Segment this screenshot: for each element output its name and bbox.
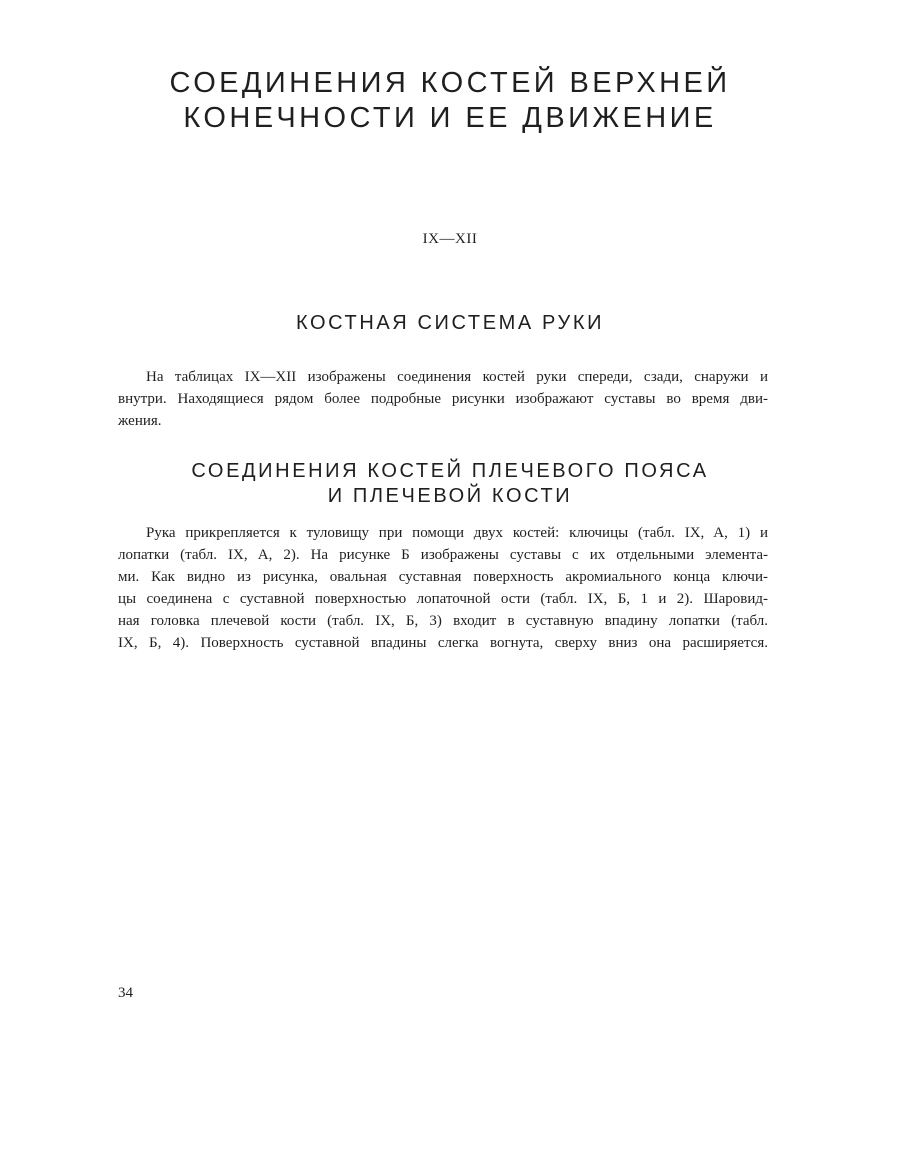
paragraph-line: Рука прикрепляется к туловищу при помощи двух костей: ключицы (табл. IX, A, 1) и xyxy=(146,525,768,541)
page-title-line-1: СОЕДИНЕНИЯ КОСТЕЙ ВЕРХНЕЙ xyxy=(169,67,731,99)
section-number: IX—XII xyxy=(422,231,478,247)
paragraph-line: ная головка плечевой кости (табл. IX, Б, 3) входит в суставную впадину лопатки (табл. xyxy=(118,613,768,629)
section-heading-line-2: И ПЛЕЧЕВОЙ КОСТИ xyxy=(327,485,573,507)
page-title xyxy=(120,66,780,136)
section-heading-shoulder-joints xyxy=(120,459,780,509)
paragraph-shoulder-joints xyxy=(118,522,768,654)
paragraph-bone-system xyxy=(118,366,768,432)
paragraph-line: На таблицах IX—XII изображены соединения костей руки спереди, сзади, снаружи и xyxy=(146,369,768,385)
paragraph-line: цы соединена с суставной поверхностью лопаточной ости (табл. IX, Б, 1 и 2). Шаровид- xyxy=(118,591,768,607)
paragraph-line: жения. xyxy=(118,413,162,429)
paragraph-line: IX, Б, 4). Поверхность суставной впадины слегка вогнута, сверху вниз она расширяется. xyxy=(118,635,768,651)
paragraph-line: ми. Как видно из рисунка, овальная суставная поверхность акромиального конца ключи- xyxy=(118,569,768,585)
section-heading-line-1: СОЕДИНЕНИЯ КОСТЕЙ ПЛЕЧЕВОГО ПОЯСА xyxy=(191,460,709,482)
paragraph-line: внутри. Находящиеся рядом более подробные рисунки изображают суставы во время дви- xyxy=(118,391,768,407)
page-number: 34 xyxy=(118,985,133,1001)
section-heading-bone-system: КОСТНАЯ СИСТЕМА РУКИ xyxy=(295,312,605,334)
paragraph-line: лопатки (табл. IX, A, 2). На рисунке Б изображены суставы с их отдельными элемента- xyxy=(118,547,768,563)
page-title-line-2: КОНЕЧНОСТИ И ЕЕ ДВИЖЕНИЕ xyxy=(183,102,717,134)
